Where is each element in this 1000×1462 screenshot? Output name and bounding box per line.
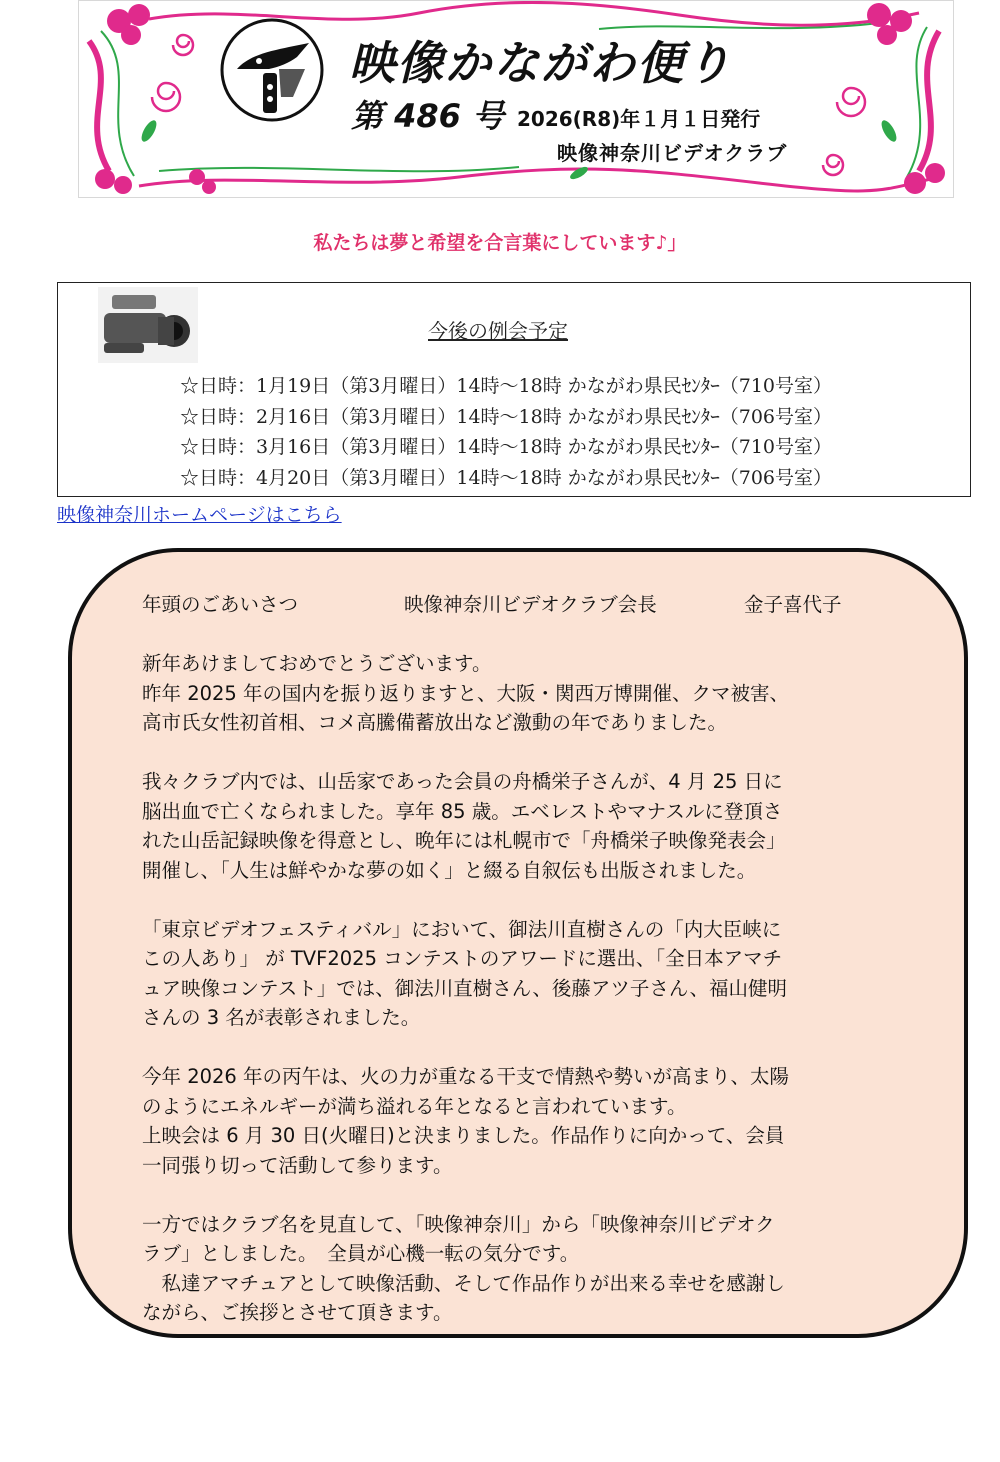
bird-camera-logo-icon <box>219 17 325 123</box>
greeting-paragraph: 「東京ビデオフェスティバル」において、御法川直樹さんの「内大臣峡に この人あり」 が TVF2025 コンテストのアワードに選出、「全日本アマチ ュア映像コンテスト」では、御法川直樹さん、後藤アツ子さん、福山健明 さんの 3 名が表彰されました。 <box>142 917 788 1029</box>
issue-number: 第 486 号 <box>351 97 505 135</box>
club-name: 映像神奈川ビデオクラブ <box>557 141 788 165</box>
greeting-paragraph: 我々クラブ内では、山岳家であった会員の舟橋栄子さんが、4 月 25 日に 脳出血で亡くなられました。享年 85 歳。エベレストやマナスルに登頂さ れた山岳記録映像を得意とし、晩年には札幌市で「舟橋栄子映像発表会」 開催し、「人生は鮮やかな夢の如く」と綴る自叙伝も出版されました。 <box>142 770 786 882</box>
greeting-heading: 年頭のごあいさつ <box>142 593 299 616</box>
greeting-paragraph: 新年あけましておめでとうございます。 昨年 2025 年の国内を振り返りますと、大阪・関西万博開催、クマ被害、 高市氏女性初首相、コメ高騰備蓄放出など激動の年でありました。 <box>142 652 790 734</box>
greeting-org: 映像神奈川ビデオクラブ会長 <box>404 593 657 616</box>
greeting-body <box>142 590 902 1357</box>
homepage-link[interactable]: 映像神奈川ホームページはこちら <box>57 504 342 526</box>
newsletter-title: 映像かながわ便り <box>349 36 733 90</box>
greeting-author: 金子喜代子 <box>744 593 842 616</box>
issue-date: 2026(R8)年１月１日発行 <box>517 107 761 131</box>
greeting-header <box>142 590 902 620</box>
schedule-title: 今後の例会予定 <box>428 319 568 343</box>
greeting-paragraph: 今年 2026 年の丙午は、火の力が重なる干支で情熱や勢いが高まり、太陽 のようにエネルギーが満ち溢れる年となると言われています。 上映会は 6 月 30 日(火曜日)と決まりました。作品作りに向かって、会員 一同張り切って活動して参ります。 <box>142 1065 790 1177</box>
schedule-item: ☆日時：4月20日（第3月曜日）14時～18時 かながわ県民ｾﾝﾀｰ（706号室） <box>180 466 833 489</box>
motto: 私たちは夢と希望を合言葉にしています♪」 <box>313 232 687 254</box>
schedule-item: ☆日時：1月19日（第3月曜日）14時～18時 かながわ県民ｾﾝﾀｰ（710号室） <box>180 375 833 397</box>
schedule-item: ☆日時：3月16日（第3月曜日）14時～18時 かながわ県民ｾﾝﾀｰ（710号室） <box>180 436 833 458</box>
greeting-box <box>68 548 968 1338</box>
header-banner <box>78 0 954 198</box>
schedule-item: ☆日時：2月16日（第3月曜日）14時～18時 かながわ県民ｾﾝﾀｰ（706号室） <box>180 405 833 428</box>
schedule-list <box>180 371 832 493</box>
greeting-paragraph: 一方ではクラブ名を見直して、「映像神奈川」から「映像神奈川ビデオク ラブ」としました。 全員が心機一転の気分です。 私達アマチュアとして映像活動、そして作品作りが出来る幸せを感謝し ながら、ご挨拶とさせて頂きます。 <box>142 1212 785 1324</box>
schedule-box <box>57 282 971 497</box>
